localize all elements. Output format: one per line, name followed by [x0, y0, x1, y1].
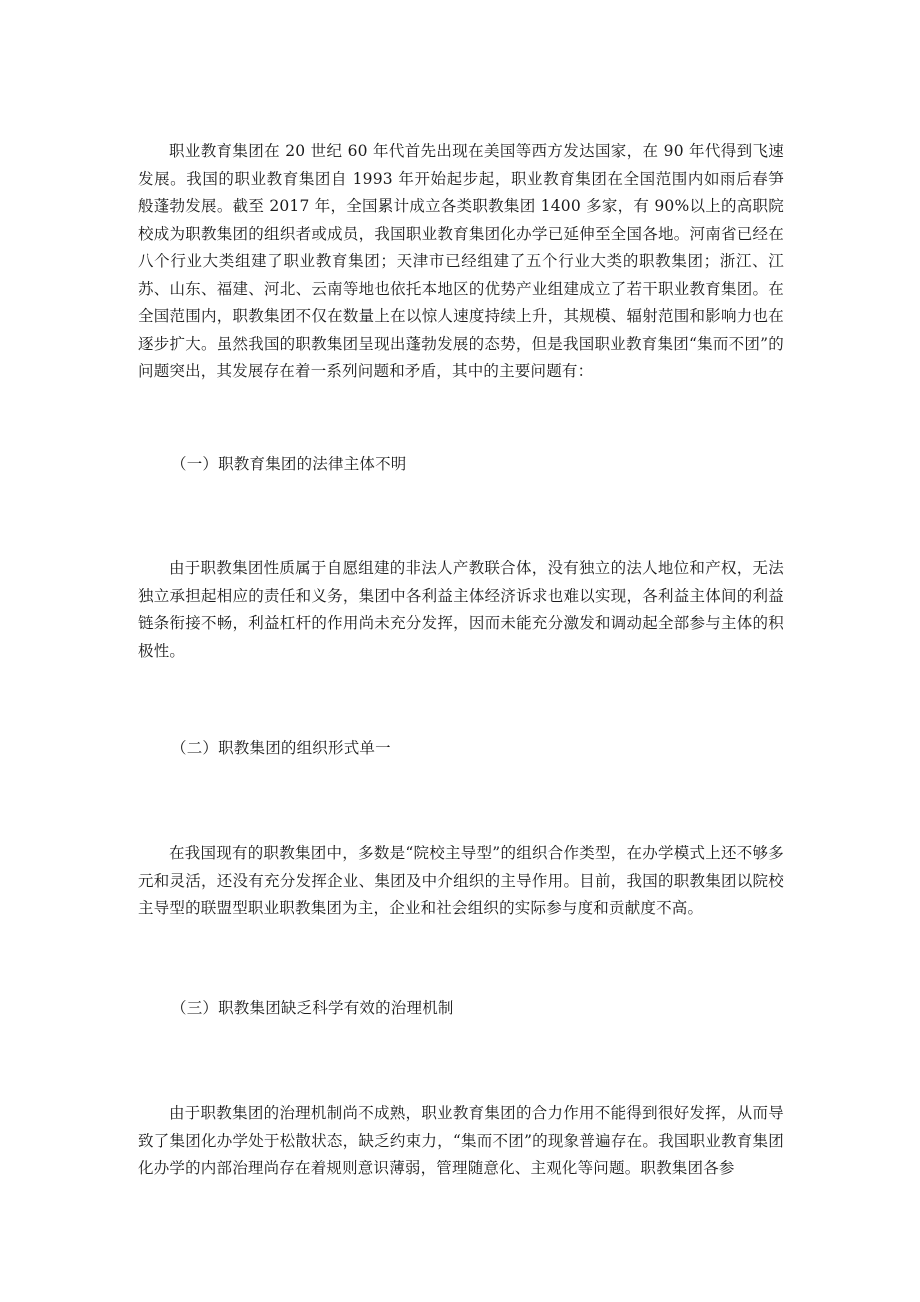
- section-3-paragraph: 由于职教集团的治理机制尚不成熟，职业教育集团的合力作用不能得到很好发挥，从而导致了集团化办学处于松散状态，缺乏约束力，“集而不团”的现象普遍存在。我国职业教育集团化办学的内部治理尚存在着规则意识薄弱，管理随意化、主观化等问题。职教集团各参: [138, 1104, 784, 1177]
- section-1-paragraph: 由于职教集团性质属于自愿组建的非法人产教联合体，没有独立的法人地位和产权，无法独立承担起相应的责任和义务，集团中各利益主体经济诉求也难以实现，各利益主体间的利益链条衔接不畅，利益杠杆的作用尚未充分发挥，因而未能充分激发和调动起全部参与主体的积极性。: [138, 559, 784, 660]
- section-heading-2: （二）职教集团的组织形式单一: [171, 739, 391, 757]
- section-heading-1: （一）职教育集团的法律主体不明: [171, 455, 407, 473]
- section-heading-3: （三）职教集团缺乏科学有效的治理机制: [171, 999, 454, 1017]
- section-2-paragraph: 在我国现有的职教集团中，多数是“院校主导型”的组织合作类型，在办学模式上还不够多元和灵活，还没有充分发挥企业、集团及中介组织的主导作用。目前，我国的职教集团以院校主导型的联盟型职业职教集团为主，企业和社会组织的实际参与度和贡献度不高。: [138, 844, 784, 917]
- intro-paragraph: 职业教育集团在 20 世纪 60 年代首先出现在美国等西方发达国家，在 90 年代得到飞速发展。我国的职业教育集团自 1993 年开始起步起，职业教育集团在全国范围内如雨后春笋般蓬勃发展。截至 2017 年，全国累计成立各类职教集团 1400 多家，有 90%以上的高职院校成为职教集团的组织者或成员，我国职业教育集团化办学已延伸至全国各地。河南省已经在八个行业大类组建了职业教育集团；天津市已经组建了五个行业大类的职教集团；浙江、江苏、山东、福建、河北、云南等地也依托本地区的优势产业组建成立了若干职业教育集团。在全国范围内，职教集团不仅在数量上在以惊人速度持续上升，其规模、辐射范围和影响力也在逐步扩大。虽然我国的职教集团呈现出蓬勃发展的态势，但是我国职业教育集团“集而不团”的问题突出，其发展存在着一系列问题和矛盾，其中的主要问题有：: [138, 142, 784, 380]
